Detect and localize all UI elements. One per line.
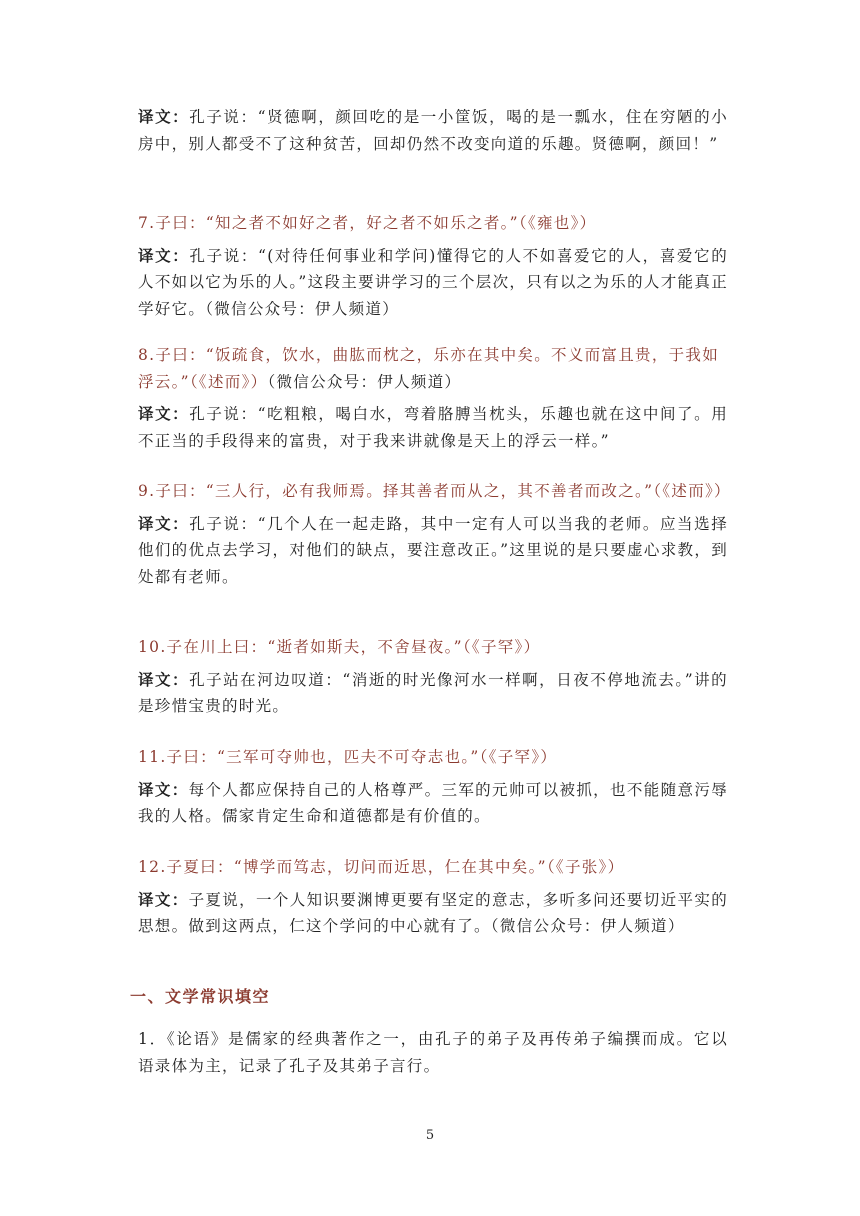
translation-paragraph: [138, 667, 728, 720]
translation-text: 孔子说：“(对待任何事业和学问)懂得它的人不如喜爱它的人，喜爱它的人不如以它为乐的人。”这段主要讲学习的三个层次，只有以之为乐的人才能真正学好它。（微信公众号：伊人频道）: [138, 246, 728, 318]
translation-text: 子夏说，一个人知识要渊博更要有坚定的意志，多听多问还要切近平实的思想。做到这两点，仁这个学问的中心就有了。（微信公众号：伊人频道）: [138, 890, 728, 935]
translation-paragraph: [138, 104, 728, 157]
literature-item-1: [138, 1026, 728, 1079]
section-title: 一、文学常识填空: [130, 987, 271, 1006]
translation-label: 译文：: [138, 107, 190, 126]
quote-heading-suffix: （微信公众号：伊人频道）: [267, 372, 462, 391]
translation-label: 译文：: [138, 669, 190, 689]
translation-paragraph: [138, 887, 728, 940]
translation-paragraph: [138, 401, 728, 454]
quote-heading: 11.子曰：“三军可夺帅也，匹夫不可夺志也。”（《子罕》）: [138, 748, 558, 766]
translation-block-6: [138, 104, 728, 157]
translation-paragraph: [138, 243, 728, 323]
quote-block-7: [138, 210, 728, 322]
quote-heading-text: 8.子曰：“饭疏食，饮水，曲肱而枕之，乐亦在其中矣。不义而富且贵，于我如浮云。”（《述而》）: [138, 346, 720, 391]
literature-item-text: 1．《论语》是儒家的经典著作之一，由孔子的弟子及再传弟子编撰而成。它以语录体为主，记录了孔子及其弟子言行。: [138, 1030, 728, 1075]
quote-block-12: [138, 854, 728, 940]
translation-text: 孔子说：“几个人在一起走路，其中一定有人可以当我的老师。应当选择他们的优点去学习，对他们的缺点，要注意改正。”这里说的是只要虚心求教，到处都有老师。: [138, 514, 728, 586]
translation-label: 译文：: [138, 889, 189, 909]
quote-heading: 12.子夏曰：“博学而笃志，切问而近思，仁在其中矣。”（《子张》）: [138, 858, 625, 876]
translation-label: 译文：: [138, 513, 190, 533]
quote-block-11: [138, 744, 728, 830]
quote-heading: [138, 342, 728, 395]
quote-block-10: [138, 634, 728, 720]
translation-text: 每个人都应保持自己的人格尊严。三军的元帅可以被抓，也不能随意污辱我的人格。儒家肯定生命和道德都是有价值的。: [138, 780, 728, 825]
translation-text: 孔子说：“吃粗粮，喝白水，弯着胳膊当枕头，乐趣也就在这中间了。用不正当的手段得来的富贵，对于我来讲就像是天上的浮云一样。”: [138, 405, 728, 450]
quote-block-9: [138, 478, 731, 590]
quote-heading: 10.子在川上曰：“逝者如斯夫，不舍昼夜。”（《子罕》）: [138, 638, 541, 656]
quote-block-8: [138, 342, 728, 454]
translation-paragraph: [138, 777, 728, 830]
page-number: 5: [425, 1128, 435, 1143]
translation-label: 译文：: [138, 404, 190, 423]
translation-label: 译文：: [138, 245, 190, 265]
quote-heading: 9.子曰：“三人行，必有我师焉。择其善者而从之，其不善者而改之。”（《述而》）: [138, 482, 731, 500]
translation-paragraph: [138, 511, 728, 591]
translation-text: 孔子说：“贤德啊，颜回吃的是一小筐饭，喝的是一瓢水，住在穷陋的小房中，别人都受不了这种贫苦，回却仍然不改变向道的乐趣。贤德啊，颜回！”: [138, 108, 728, 153]
translation-label: 译文：: [138, 779, 189, 799]
translation-text: 孔子站在河边叹道：“消逝的时光像河水一样啊，日夜不停地流去。”讲的是珍惜宝贵的时光。: [138, 670, 728, 715]
quote-heading: 7.子曰：“知之者不如好之者，好之者不如乐之者。”（《雍也》）: [138, 214, 597, 232]
